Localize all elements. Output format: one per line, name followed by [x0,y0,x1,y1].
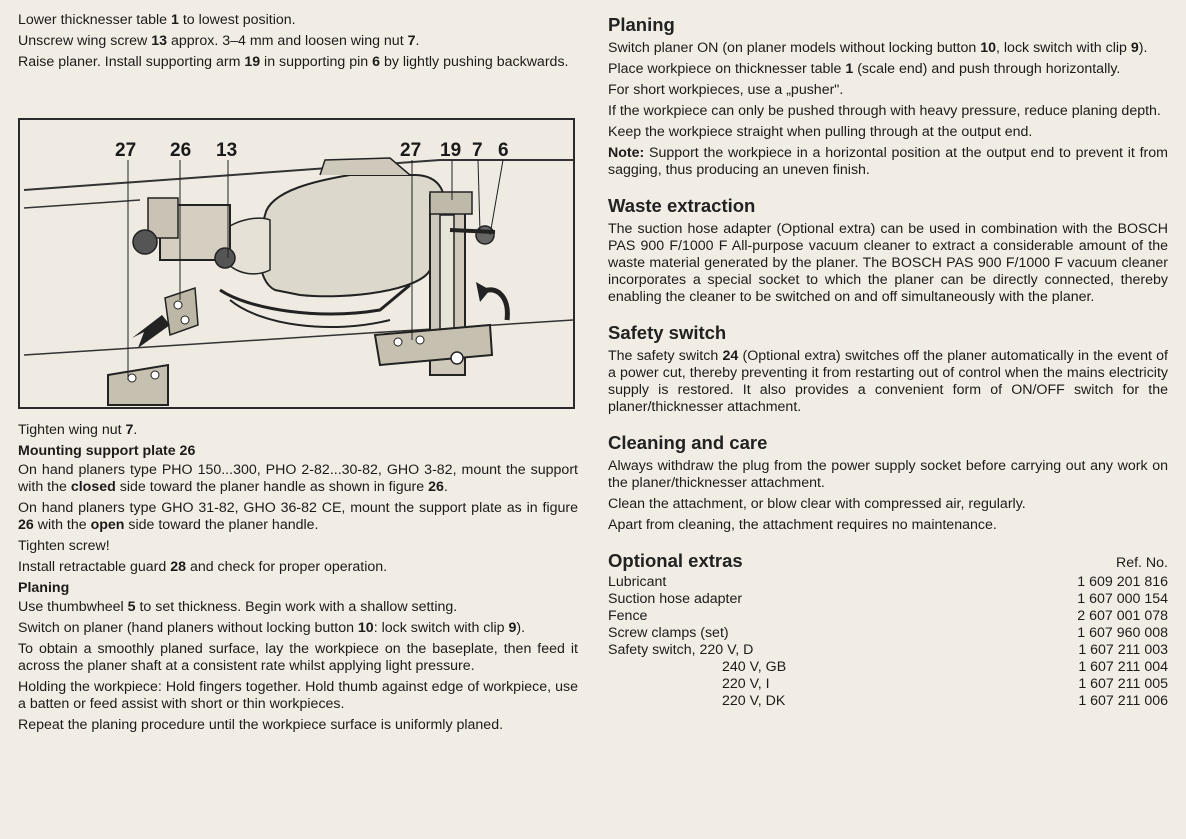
text-run: Switch on planer (hand planers without locking button [18,620,358,636]
bold-text: 28 [170,559,186,575]
bold-text: 24 [722,348,739,364]
text-run: Keep the workpiece straight when pulling through at the output end. [608,124,1033,140]
section-title: Planing [608,14,675,35]
bold-text: 13 [151,33,168,49]
bold-text: 1 [845,61,854,77]
bold-text: 5 [127,599,136,615]
text-run: To obtain a smoothly planed surface, lay the workpiece on the baseplate, then feed it across the planer shaft at a consistent rate whilst applying light pressure. [18,641,578,674]
bold-text: 26 [18,517,34,533]
section-paragraph [608,145,1168,179]
extras-item-ref: 1 607 960 008 [1077,625,1168,641]
text-run: For short workpieces, use a „pusher". [608,82,844,98]
text-run: ). [516,620,526,636]
figure-label-13: 13 [216,140,238,161]
instruction-paragraph [18,33,578,50]
instruction-paragraph [18,500,578,534]
extras-item-name: Fence [608,608,648,624]
left-column-top [18,12,578,75]
bold-text: 9 [508,620,517,636]
text-run: On hand planers type PHO 150...300, PHO 2-82...30-82, GHO 3-82, mount the support with the [18,462,578,495]
section-paragraph [608,61,1168,78]
section [608,195,1168,306]
extras-item-ref: 1 609 201 816 [1077,574,1168,590]
subheading [18,443,578,460]
text-run: Lower thicknesser table [18,12,171,28]
bold-text: 7 [125,422,134,438]
text-run: . [415,33,420,49]
text-run: with the [33,517,91,533]
section [608,322,1168,416]
text-run: Holding the workpiece: Hold fingers together. Hold thumb against edge of workpiece, use a batten or feed assist with short or thin workpieces. [18,679,578,712]
extras-item-name: Screw clamps (set) [608,625,729,641]
section [608,14,1168,179]
extras-item-name: Lubricant [608,574,667,590]
instruction-paragraph [18,12,578,29]
instruction-paragraph [18,679,578,713]
text-run: Unscrew wing screw [18,33,152,49]
text-run: Tighten wing nut [18,422,126,438]
section-paragraph [608,40,1168,57]
instruction-paragraph [18,54,578,71]
extras-item-name: Suction hose adapter [608,591,743,607]
extras-item-ref: 1 607 000 154 [1077,591,1168,607]
instruction-paragraph [18,599,578,616]
instruction-paragraph [18,538,578,555]
bold-text: 26 [428,479,444,495]
assembly-figure [18,118,575,409]
section-paragraph [608,348,1168,416]
instruction-paragraph [18,462,578,496]
extras-row [608,693,1168,710]
extras-row [608,625,1168,642]
extras-item-name: 240 V, GB [722,659,787,675]
text-run: If the workpiece can only be pushed through with heavy pressure, reduce planing depth. [608,103,1161,119]
bold-text: 19 [244,54,261,70]
text-run: : lock switch with clip [373,620,509,636]
bold-text: Planing [18,580,70,596]
section-paragraph [608,103,1168,120]
optional-extras-table [608,574,1168,710]
extras-row [608,608,1168,625]
section-paragraph [608,82,1168,99]
section-title: Cleaning and care [608,432,768,453]
extras-row [608,574,1168,591]
extras-item-ref: 1 607 211 005 [1078,676,1168,692]
instruction-paragraph [18,620,578,637]
optional-extras-title: Optional extras [608,550,743,571]
bold-text: closed [70,479,116,495]
extras-item-ref: 1 607 211 004 [1078,659,1168,675]
bold-text: open [90,517,125,533]
planer-illustration [20,120,573,407]
text-run: Switch planer ON (on planer models without locking button [608,40,981,56]
text-run: (Optional extra) switches off the planer automatically in the event of a power cut, thereby preventing it from restarting out of control when the mains electricity supply is restored. It also provides a convenient form of ON/OFF switch for the planer/thicknesser attachment. [608,348,1168,415]
text-run: Tighten screw! [18,538,110,554]
left-column-bottom [18,422,578,738]
extras-item-name: 220 V, I [722,676,770,692]
text-run: Use thumbwheel [18,599,128,615]
instruction-paragraph [18,422,578,439]
text-run: Raise planer. Install supporting arm [18,54,245,70]
optional-extras-section [608,550,1168,710]
text-run: Repeat the planing procedure until the workpiece surface is uniformly planed. [18,717,504,733]
section-title: Safety switch [608,322,727,343]
text-run: Install retractable guard [18,559,171,575]
figure-label-6: 6 [498,140,509,161]
figure-label-26: 26 [170,140,192,161]
bold-text: 10 [980,40,997,56]
figure-label-7: 7 [472,140,483,161]
text-run: side toward the planer handle as shown in figure [115,479,429,495]
text-run: Place workpiece on thicknesser table [608,61,846,77]
text-run: to set thickness. Begin work with a shallow setting. [135,599,458,615]
text-run: ). [1138,40,1148,56]
right-column [608,14,1168,726]
text-run: The safety switch [608,348,723,364]
bold-text: 6 [372,54,380,70]
extras-item-ref: 2 607 001 078 [1077,608,1168,624]
instruction-paragraph [18,717,578,734]
text-run: Apart from cleaning, the attachment requires no maintenance. [608,517,997,533]
extras-row [608,591,1168,608]
section-title: Waste extraction [608,195,756,216]
bold-text: 7 [407,33,416,49]
text-run: , lock switch with clip [996,40,1131,56]
text-run: . [133,422,138,438]
instruction-paragraph [18,641,578,675]
text-run: approx. 3–4 mm and loosen wing nut [167,33,408,49]
text-run: The suction hose adapter (Optional extra) can be used in combination with the BOSCH PAS 900 F/1000 F All-purpose vacuum cleaner to extract a considerable amount of the waste material generated by the planer. The BOSCH PAS 900 F/1000 F vacuum cleaner incorporates a special socket to which the planer can be directly connected, thereby enabling the cleaner to be switched on and off simultaneously with the planer. [608,221,1168,305]
bold-text: 9 [1130,40,1139,56]
text-run: (scale end) and push through horizontally. [853,61,1121,77]
text-run: to lowest position. [178,12,296,28]
section [608,432,1168,534]
section-paragraph [608,496,1168,513]
bold-text: Note: [608,145,645,161]
text-run: and check for proper operation. [186,559,388,575]
bold-text: Mounting support plate 26 [18,443,196,459]
extras-item-ref: 1 607 211 003 [1078,642,1168,658]
text-run: in supporting pin [260,54,373,70]
bold-text: 10 [357,620,374,636]
text-run: . [443,479,448,495]
extras-row [608,676,1168,693]
extras-item-name: 220 V, DK [722,693,786,709]
figure-label-27b: 27 [400,140,422,161]
instruction-paragraph [18,559,578,576]
extras-row [608,642,1168,659]
bold-text: 1 [171,12,179,28]
figure-label-27: 27 [115,140,137,161]
text-run: by lightly pushing backwards. [380,54,569,70]
extras-row [608,659,1168,676]
text-run: Always withdraw the plug from the power supply socket before carrying out any work on the planer/thicknesser attachment. [608,458,1168,491]
text-run: On hand planers type GHO 31-82, GHO 36-82 CE, mount the support plate as in figure [18,500,578,516]
extras-item-name: Safety switch, 220 V, D [608,642,754,658]
extras-item-ref: 1 607 211 006 [1078,693,1168,709]
text-run: Clean the attachment, or blow clear with compressed air, regularly. [608,496,1026,512]
section-paragraph [608,517,1168,534]
text-run: Support the workpiece in a horizontal position at the output end to prevent it from sagging, thus producing an uneven finish. [608,145,1168,178]
figure-label-19: 19 [440,140,462,161]
section-paragraph [608,458,1168,492]
subheading [18,580,578,597]
text-run: side toward the planer handle. [124,517,319,533]
section-paragraph [608,221,1168,306]
section-paragraph [608,124,1168,141]
ref-no-label: Ref. No. [1115,555,1168,571]
